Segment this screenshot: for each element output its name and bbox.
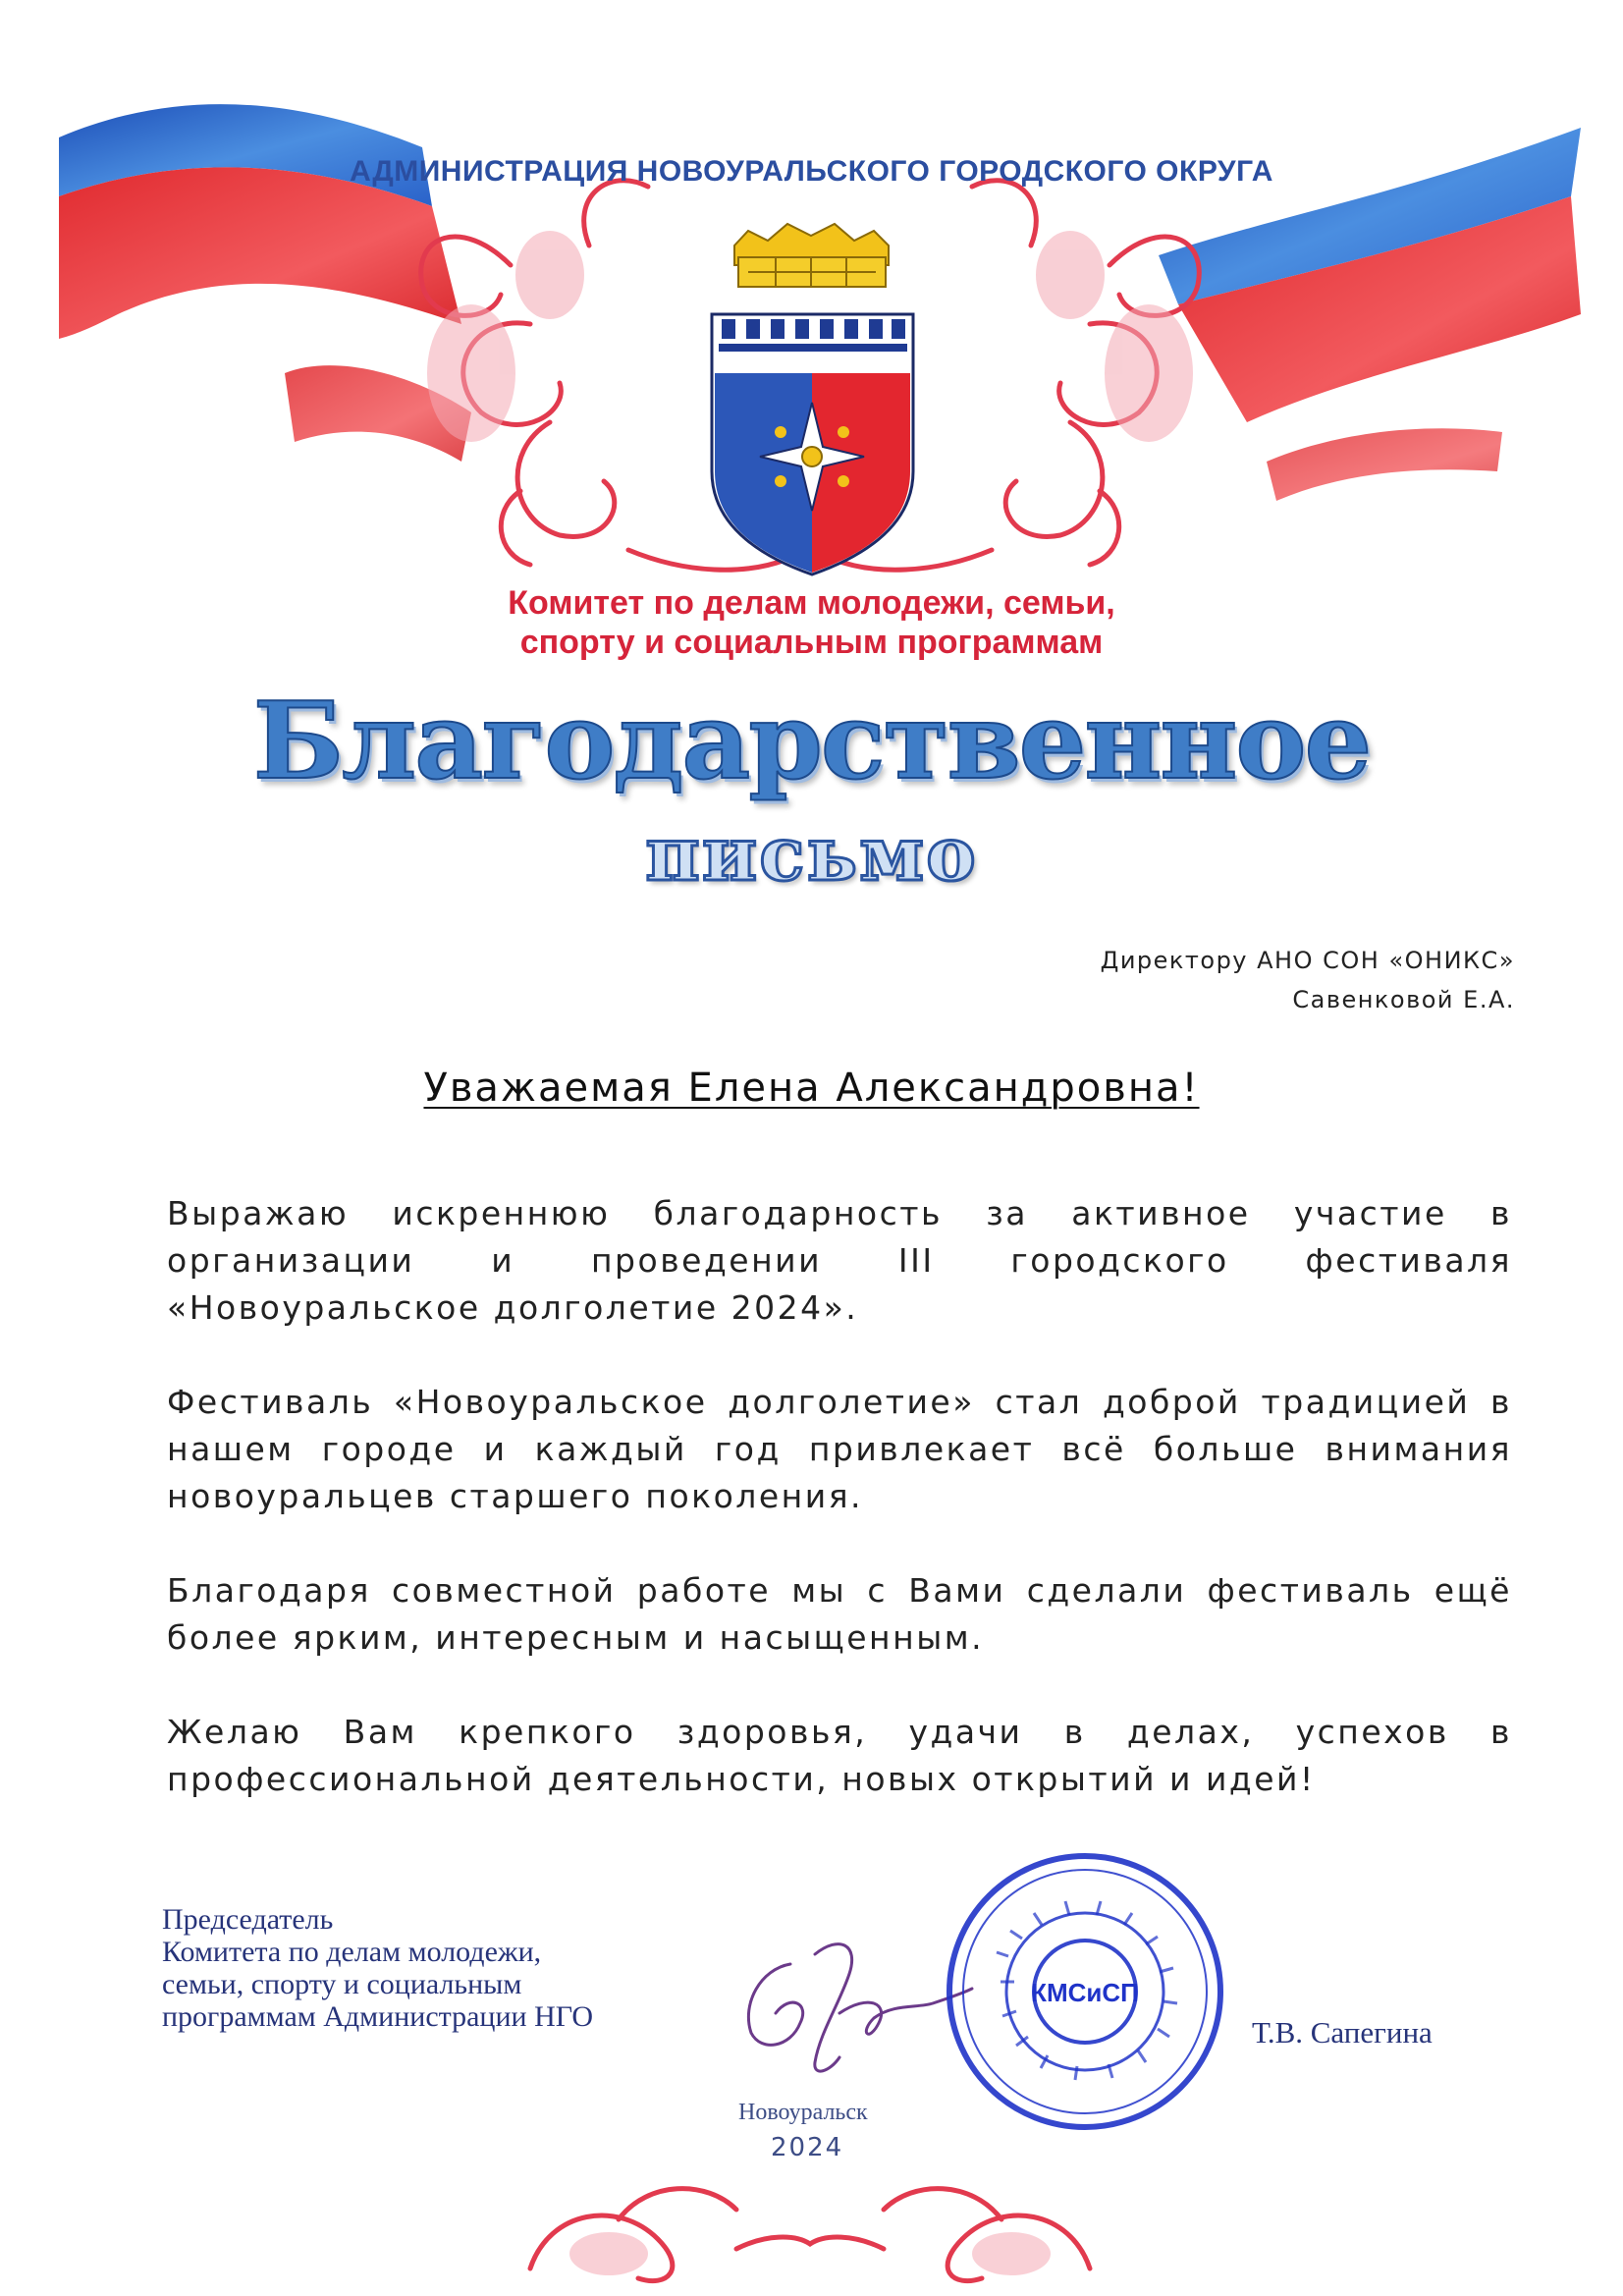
salutation bbox=[0, 1066, 1623, 1111]
official-stamp bbox=[938, 1844, 1232, 2139]
committee-name bbox=[0, 583, 1623, 662]
addressee-block bbox=[1101, 941, 1515, 1019]
signatory-line-2: Комитета по делам молодежи, bbox=[162, 1936, 542, 1968]
addressee-name: Савенковой Е.А. bbox=[1292, 986, 1515, 1013]
signatory-line-4: программам Администрации НГО bbox=[162, 2000, 594, 2033]
letter-body bbox=[167, 1190, 1512, 1850]
committee-name-line-1: Комитет по делам молодежи, семьи, bbox=[508, 584, 1115, 622]
year: 2024 bbox=[771, 2133, 844, 2162]
city-name: Новоуральск bbox=[738, 2100, 868, 2125]
coat-of-arms bbox=[712, 224, 913, 574]
document-subtitle: письмо bbox=[645, 810, 978, 898]
body-paragraph-3: Благодаря совместной работе мы с Вами сделали фестиваль ещё более ярким, интересным и насыщенным. bbox=[167, 1571, 1512, 1657]
body-paragraph-4: Желаю Вам крепкого здоровья, удачи в делах, успехов в профессиональной деятельности, новых открытий и идей! bbox=[167, 1713, 1512, 1798]
footer-ornament bbox=[511, 2151, 1109, 2288]
administration-title: АДМИНИСТРАЦИЯ НОВОУРАЛЬСКОГО ГОРОДСКОГО ОКРУГА bbox=[350, 155, 1273, 188]
signatory-line-1: Председатель bbox=[162, 1903, 334, 1936]
document-title: Благодарственное bbox=[252, 680, 1371, 803]
body-paragraph-2: Фестиваль «Новоуральское долголетие» стал доброй традицией в нашем городе и каждый год привлекает всё больше внимания новоуральцев старшего поколения. bbox=[167, 1383, 1512, 1515]
signatory-title bbox=[162, 1903, 593, 2033]
salutation-text: Уважаемая Елена Александровна! bbox=[423, 1066, 1200, 1111]
signer-name: Т.В. Сапегина bbox=[1252, 2015, 1433, 2050]
committee-name-line-2: спорту и социальным программам bbox=[519, 624, 1104, 661]
stamp-center-text: КМСиСП bbox=[1031, 1978, 1139, 2007]
right-flag-tail bbox=[1267, 428, 1502, 501]
signatory-line-3: семьи, спорту и социальным bbox=[162, 1968, 522, 2000]
body-paragraph-1: Выражаю искреннюю благодарность за активное участие в организации и проведении III городского фестиваля «Новоуральское долголетие 2024». bbox=[167, 1194, 1512, 1327]
addressee-position: Директору АНО СОН «ОНИКС» bbox=[1100, 947, 1515, 974]
